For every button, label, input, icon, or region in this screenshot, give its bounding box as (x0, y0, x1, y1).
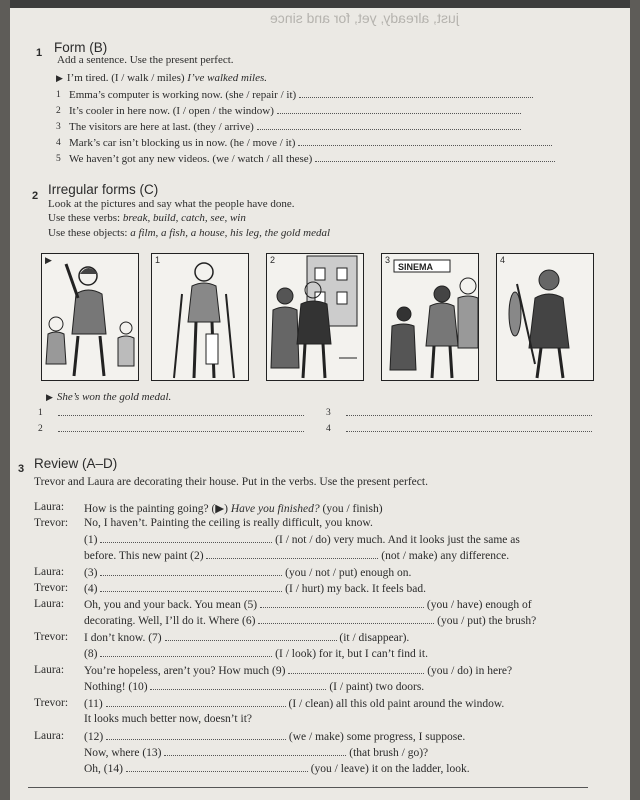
section-1-number: 1 (36, 47, 43, 59)
section-1-title: Form (B) (54, 40, 108, 55)
answer-blank[interactable] (100, 566, 282, 576)
speaker-label: Laura: (34, 501, 65, 513)
answer-blank[interactable] (257, 120, 521, 130)
cinema-couple-drawing (382, 254, 478, 380)
speaker-label: Trevor: (34, 697, 69, 709)
s2-blank-number: 1 (38, 408, 43, 418)
s1-item: We haven’t got any new videos. (we / watch / all these) (69, 152, 555, 165)
textbook-page (10, 0, 630, 800)
picture-number: 3 (385, 255, 391, 265)
answer-blank[interactable] (299, 88, 533, 98)
answer-blank[interactable] (100, 582, 282, 592)
answer-blank[interactable] (288, 664, 424, 674)
dialogue-line: Nothing! (10) (I / paint) two doors. (84, 681, 425, 693)
s1-item-number: 4 (56, 138, 61, 148)
s1-item-number: 1 (56, 90, 61, 100)
speaker-label: Laura: (34, 664, 65, 676)
play-arrow-icon: ▶ (46, 392, 53, 402)
picture-3 (381, 253, 479, 381)
dialogue-line: I don’t know. (7) (it / disappear). (84, 632, 410, 644)
speaker-label: Trevor: (34, 582, 69, 594)
picture-number: 2 (270, 255, 276, 265)
answer-blank[interactable] (258, 614, 434, 624)
speaker-label: Laura: (34, 730, 65, 742)
show-through-text: just, already, yet, for and since (270, 10, 459, 26)
picture-example (41, 253, 139, 381)
answer-blank[interactable] (58, 406, 304, 416)
speaker-label: Laura: (34, 598, 65, 610)
s2-blank-number: 2 (38, 424, 43, 434)
dialogue-line: Oh, (14) (you / leave) it on the ladder, look. (84, 763, 470, 775)
section-3-number: 3 (18, 463, 25, 475)
dialogue-line: (3) (you / not / put) enough on. (84, 567, 412, 579)
answer-blank[interactable] (150, 680, 326, 690)
picture-number: 1 (155, 255, 161, 265)
s1-item-number: 5 (56, 154, 61, 164)
answer-blank[interactable] (164, 746, 346, 756)
s1-item: Mark’s car isn’t blocking us in now. (he / move / it) (69, 136, 552, 149)
top-bar (10, 0, 630, 8)
answer-blank[interactable] (206, 549, 378, 559)
s2-blank-number: 3 (326, 408, 331, 418)
play-arrow-icon: ▶ (45, 255, 52, 265)
section-2-verbs: Use these verbs: break, build, catch, see, win (48, 212, 246, 224)
svg-text:SINEMA: SINEMA (398, 262, 434, 272)
answer-blank[interactable] (346, 406, 592, 416)
section-3-title: Review (A–D) (34, 456, 118, 471)
dialogue-line: (8) (I / look) for it, but I can’t find it. (84, 648, 428, 660)
dialogue-line: Oh, you and your back. You mean (5) (you / have) enough of (84, 599, 532, 611)
dialogue-line: decorating. Well, I’ll do it. Where (6) (you / put) the brush? (84, 615, 537, 627)
dialogue-line: (1) (I / not / do) very much. And it looks just the same as (84, 534, 520, 546)
answer-blank[interactable] (100, 533, 272, 543)
speaker-label: Laura: (34, 566, 65, 578)
speaker-label: Trevor: (34, 631, 69, 643)
answer-blank[interactable] (100, 647, 272, 657)
couple-and-house-drawing (267, 254, 363, 380)
speaker-label: Trevor: (34, 517, 69, 529)
dialogue-line: before. This new paint (2) (not / make) any difference. (84, 550, 510, 562)
woman-with-fish-drawing (497, 254, 593, 380)
dialogue-line: It looks much better now, doesn’t it? (84, 713, 252, 725)
man-on-crutches-drawing (152, 254, 248, 380)
section-2-title: Irregular forms (C) (48, 182, 159, 197)
s1-item-number: 3 (56, 122, 61, 132)
s2-blank-number: 4 (326, 424, 331, 434)
medal-winner-drawing (42, 254, 138, 380)
dialogue-line: You’re hopeless, aren’t you? How much (9) (you / do) in here? (84, 665, 513, 677)
section-2-objects: Use these objects: a film, a fish, a house, his leg, the gold medal (48, 227, 331, 239)
picture-number: 4 (500, 255, 506, 265)
dialogue-line: (4) (I / hurt) my back. It feels bad. (84, 583, 426, 595)
dialogue-line: (11) (I / clean) all this old paint around the window. (84, 698, 505, 710)
dialogue-line: No, I haven’t. Painting the ceiling is really difficult, you know. (84, 517, 373, 529)
section-1-example: ▶ I’m tired. (I / walk / miles) I’ve walked miles. (56, 72, 267, 84)
answer-blank[interactable] (58, 422, 304, 432)
answer-blank[interactable] (106, 730, 286, 740)
section-2-number: 2 (32, 190, 39, 202)
s1-item: The visitors are here at last. (they / arrive) (69, 120, 521, 133)
dialogue-line: (12) (we / make) some progress, I suppose. (84, 731, 466, 743)
s1-item-number: 2 (56, 106, 61, 116)
bottom-rule (28, 787, 588, 788)
play-arrow-icon: ▶ (56, 73, 63, 83)
answer-blank[interactable] (106, 697, 286, 707)
answer-blank[interactable] (165, 631, 337, 641)
answer-blank[interactable] (346, 422, 592, 432)
s1-item: It’s cooler in here now. (I / open / the window) (69, 104, 521, 117)
answer-blank[interactable] (260, 598, 424, 608)
dialogue-line: How is the painting going? (▶) Have you finished? (you / finish) (84, 503, 383, 515)
section-1-instruction: Add a sentence. Use the present perfect. (57, 54, 234, 66)
picture-1 (151, 253, 249, 381)
s1-item: Emma’s computer is working now. (she / repair / it) (69, 88, 533, 101)
answer-blank[interactable] (315, 152, 555, 162)
answer-blank[interactable] (298, 136, 552, 146)
picture-4 (496, 253, 594, 381)
dialogue-line: Now, where (13) (that brush / go)? (84, 747, 429, 759)
picture-2 (266, 253, 364, 381)
answer-blank[interactable] (277, 104, 521, 114)
answer-blank[interactable] (126, 762, 308, 772)
section-2-instruction: Look at the pictures and say what the people have done. (48, 198, 295, 210)
section-3-instruction: Trevor and Laura are decorating their house. Put in the verbs. Use the present perfect. (34, 476, 428, 488)
section-2-example: ▶ She’s won the gold medal. (46, 391, 172, 403)
